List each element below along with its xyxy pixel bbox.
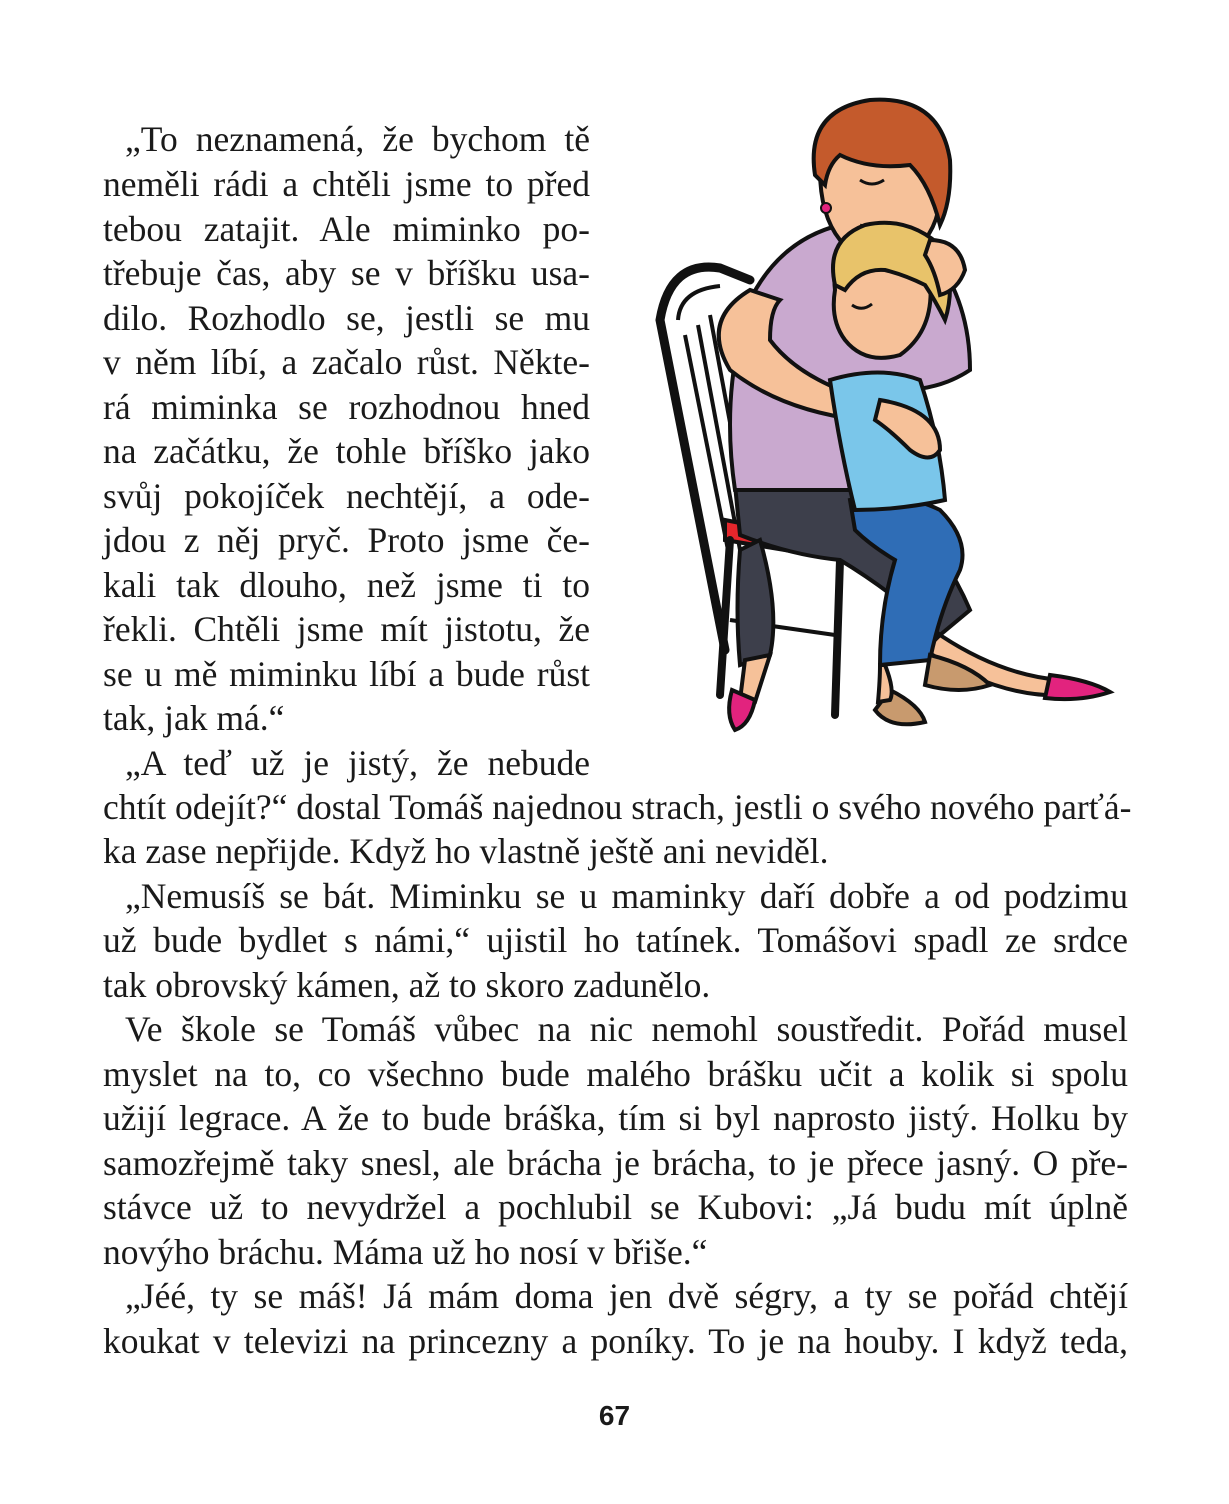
- text-line: se u mě miminku líbí a bude růst: [103, 654, 590, 694]
- text-line: chtít odejít?“ dostal Tomáš najednou strach, jestli o svého nového parťá-: [103, 787, 1132, 827]
- text-line: „Jéé, ty se máš! Já mám doma jen dvě ségry, a ty se pořád chtějí: [125, 1276, 1128, 1316]
- text-line: tak obrovský kámen, až to skoro zadunělo.: [103, 965, 711, 1005]
- text-line: řekli. Chtěli jsme mít jistotu, že: [103, 609, 590, 649]
- text-line: ka zase nepřijde. Když ho vlastně ještě ani neviděl.: [103, 831, 829, 871]
- text-line: neměli rádi a chtěli jsme to před: [103, 164, 590, 204]
- text-line: novýho bráchu. Máma už ho nosí v břiše.“: [103, 1232, 708, 1272]
- text-line: samozřejmě taky snesl, ale brácha je brácha, to je přece jasný. O pře-: [103, 1143, 1128, 1183]
- text-line: už bude bydlet s námi,“ ujistil ho tatínek. Tomášovi spadl ze srdce: [103, 920, 1128, 960]
- text-line: „To neznamená, že bychom tě: [125, 119, 590, 159]
- text-line: třebuje čas, aby se v bříšku usa-: [103, 253, 590, 293]
- text-line: „Nemusíš se bát. Miminku se u maminky daří dobře a od podzimu: [125, 876, 1128, 916]
- text-line: „A teď už je jistý, že nebude: [125, 743, 590, 783]
- text-line: svůj pokojíček nechtějí, a ode-: [103, 476, 590, 516]
- text-line: dilo. Rozhodlo se, jestli se mu: [103, 298, 590, 338]
- text-line: rá miminka se rozhodnou hned: [103, 387, 590, 427]
- text-line: jdou z něj pryč. Proto jsme če-: [103, 520, 590, 560]
- text-line: tak, jak má.“: [103, 698, 285, 738]
- text-line: koukat v televizi na princezny a poníky. To je na houby. I když teda,: [103, 1321, 1128, 1361]
- text-line: v něm líbí, a začalo růst. Někte-: [103, 342, 590, 382]
- text-line: užijí legrace. A že to bude bráška, tím si byl naprosto jistý. Holku by: [103, 1098, 1128, 1138]
- page-number: 67: [598, 1400, 631, 1431]
- mother-hugging-boy-on-chair-illustration: [640, 90, 1120, 760]
- text-line: na začátku, že tohle bříško jako: [103, 431, 590, 471]
- text-line: stávce už to nevydržel a pochlubil se Kubovi: „Já budu mít úplně: [103, 1187, 1128, 1227]
- text-line: tebou zatajit. Ale miminko po-: [103, 209, 590, 249]
- text-line: kali tak dlouho, než jsme ti to: [103, 565, 590, 605]
- text-line: myslet na to, co všechno bude malého brášku učit a kolik si spolu: [103, 1054, 1128, 1094]
- text-line: Ve škole se Tomáš vůbec na nic nemohl soustředit. Pořád musel: [125, 1009, 1128, 1049]
